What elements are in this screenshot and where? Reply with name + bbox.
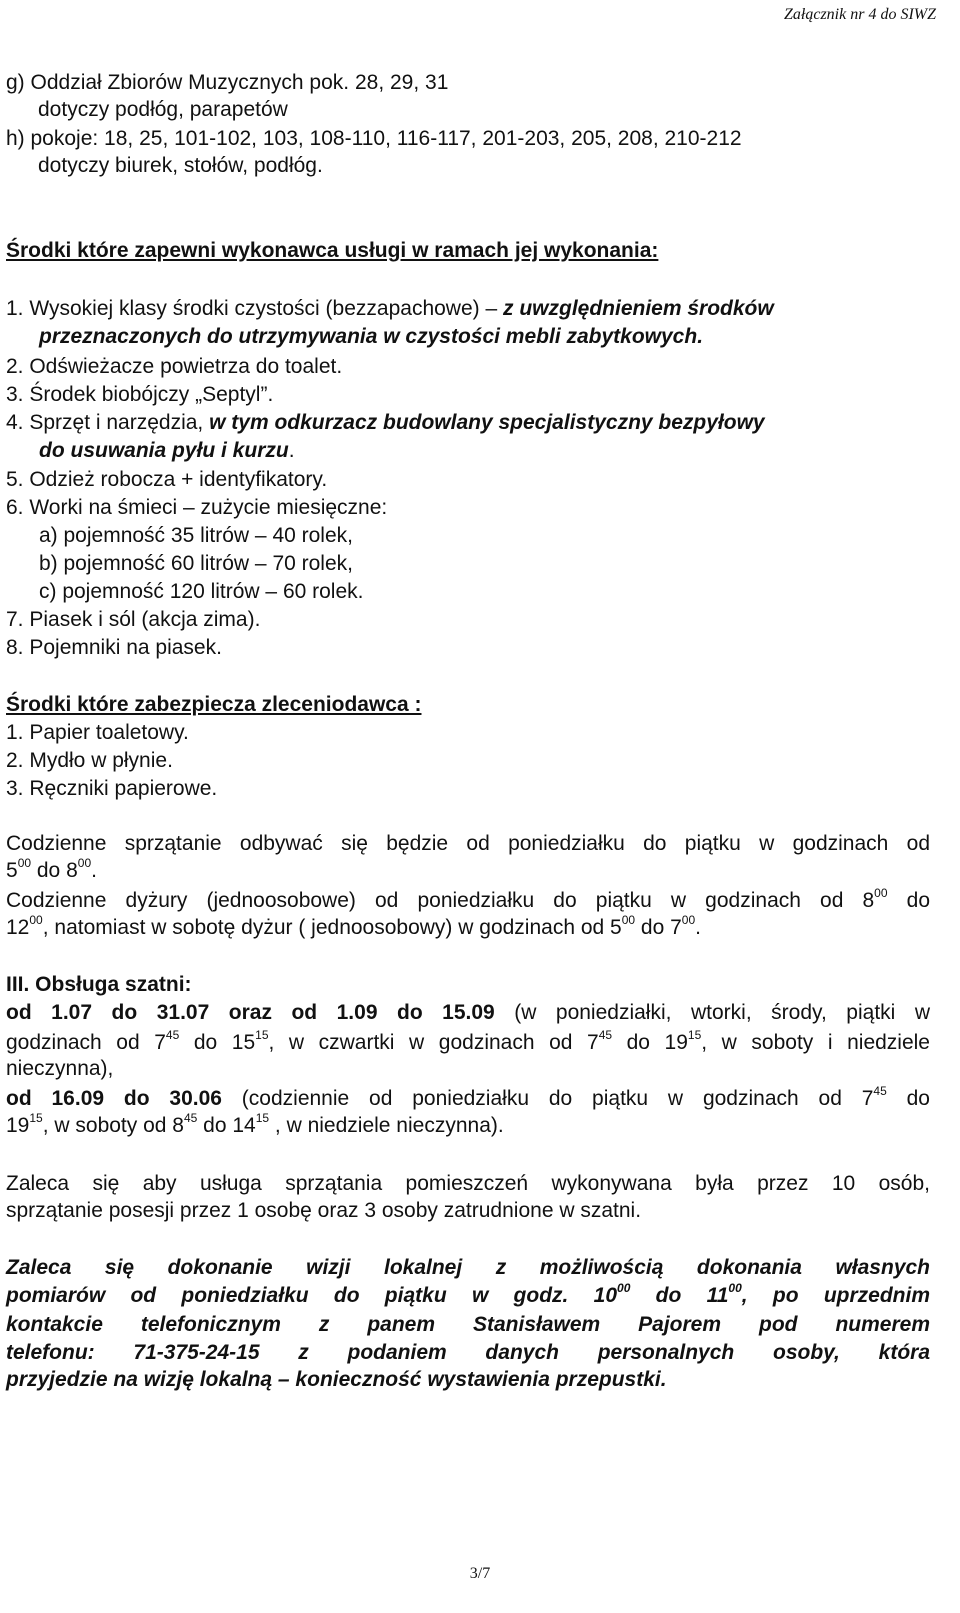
contractor-item-4	[6, 410, 765, 436]
cloakroom-text: , w czwartki w godzinach od 7	[268, 1031, 599, 1054]
time-minutes: 00	[681, 913, 696, 927]
time-minutes: 45	[165, 1028, 180, 1042]
cloakroom-period-1: od 1.07 do 31.07 oraz od 1.09 do 15.09	[6, 1001, 495, 1024]
inspection-line-2	[6, 1282, 930, 1310]
duty-text: do 7	[635, 916, 682, 939]
cloakroom-line-1	[6, 999, 930, 1027]
cloakroom-period-2: od 16.09 do 30.06	[6, 1087, 222, 1110]
contractor-item-1-cont: przeznaczonych do utrzymywania w czystości mebli zabytkowych.	[39, 325, 704, 348]
contractor-item-4-cont	[39, 438, 295, 464]
contractor-item-7: 7. Piasek i sól (akcja zima).	[6, 608, 261, 631]
time-minutes: 45	[598, 1028, 613, 1042]
client-item-1: 1. Papier toaletowy.	[6, 721, 189, 744]
inspection-text: do 11	[630, 1284, 729, 1307]
item-1-text: 1. Wysokiej klasy środki czystości (bezzapachowe) –	[6, 297, 503, 320]
cloakroom-text: (codziennie od poniedziałku do piątku w godzinach od 7	[221, 1087, 874, 1110]
time-text: .	[91, 859, 97, 882]
contractor-item-3: 3. Środek biobójczy „Septyl”.	[6, 383, 274, 406]
section-h-line: h) pokoje: 18, 25, 101-102, 103, 108-110, 116-117, 201-203, 205, 208, 210-212	[6, 127, 742, 150]
cloakroom-line-2	[6, 1029, 930, 1057]
time-minutes: 45	[183, 1111, 198, 1125]
time-minutes: 15	[687, 1028, 702, 1042]
cloakroom-text: do 14	[197, 1114, 256, 1137]
cloakroom-text: do 19	[612, 1031, 688, 1054]
contractor-item-6a: a) pojemność 35 litrów – 40 rolek,	[39, 524, 353, 547]
time-minutes: 00	[874, 886, 888, 900]
inspection-line-4: telefonu: 71-375-24-15 z podaniem danych personalnych osoby, która	[6, 1341, 930, 1364]
inspection-line-3: kontakcie telefonicznym z panem Stanisławem Pajorem pod numerem	[6, 1313, 930, 1336]
contractor-item-6b: b) pojemność 60 litrów – 70 rolek,	[39, 552, 353, 575]
item-4-text: 4. Sprzęt i narzędzia,	[6, 411, 210, 434]
cloakroom-line-5	[6, 1113, 504, 1139]
staffing-line-2: sprzątanie posesji przez 1 osobę oraz 3 osoby zatrudnione w szatni.	[6, 1199, 642, 1222]
time-minutes: 00	[17, 856, 32, 870]
cloakroom-text: , w niedziele nieczynna).	[269, 1114, 504, 1137]
time-minutes: 00	[617, 1281, 631, 1295]
time-minutes: 15	[255, 1111, 270, 1125]
cloakroom-text: , w soboty od 8	[42, 1114, 184, 1137]
inspection-line-5: przyjedzie na wizję lokalną – konieczność wystawienia przepustki.	[6, 1368, 667, 1391]
section-g-desc: dotyczy podłóg, parapetów	[38, 98, 288, 121]
client-heading: Środki które zabezpiecza zleceniodawca :	[6, 693, 422, 716]
item-4-cont-bold: do usuwania pyłu i kurzu	[39, 439, 289, 462]
cloakroom-line-4	[6, 1085, 930, 1113]
duty-line-2	[6, 915, 701, 941]
time-text: do 8	[31, 859, 78, 882]
cloakroom-text: do 15	[179, 1031, 256, 1054]
cloakroom-text: (w poniedziałki, wtorki, środy, piątki w	[494, 1001, 930, 1024]
duty-text: , natomiast w sobotę dyżur ( jednoosobowy) w godzinach od 5	[42, 916, 622, 939]
annex-header: Załącznik nr 4 do SIWZ	[784, 6, 936, 23]
contractor-item-1	[6, 296, 774, 322]
cloakroom-text: do	[886, 1087, 930, 1110]
contractor-item-5: 5. Odzież robocza + identyfikatory.	[6, 468, 328, 491]
staffing-line-1: Zaleca się aby usługa sprzątania pomieszczeń wykonywana była przez 10 osób,	[6, 1172, 930, 1195]
duty-text: Codzienne dyżury (jednoosobowe) od poniedziałku do piątku w godzinach od 8	[6, 889, 875, 912]
item-4-end: .	[288, 439, 295, 462]
section-g-line: g) Oddział Zbiorów Muzycznych pok. 28, 29, 31	[6, 71, 449, 94]
contractor-item-2: 2. Odświeżacze powietrza do toalet.	[6, 355, 343, 378]
item-4-bold: w tym odkurzacz budowlany specjalistyczny bezpyłowy	[209, 411, 765, 434]
contractor-item-6: 6. Worki na śmieci – zużycie miesięczne:	[6, 496, 388, 519]
cloakroom-text: 19	[6, 1114, 30, 1137]
time-minutes: 00	[728, 1281, 742, 1295]
inspection-text: , po uprzednim	[741, 1284, 931, 1307]
time-hour: 5	[6, 859, 18, 882]
time-minutes: 45	[873, 1084, 887, 1098]
contractor-item-6c: c) pojemność 120 litrów – 60 rolek.	[39, 580, 364, 603]
time-minutes: 15	[255, 1028, 269, 1042]
page-number: 3/7	[469, 1565, 491, 1582]
schedule-line-1: Codzienne sprzątanie odbywać się będzie od poniedziałku do piątku w godzinach od	[6, 832, 930, 855]
client-item-3: 3. Ręczniki papierowe.	[6, 777, 218, 800]
duty-line-1	[6, 887, 930, 915]
item-1-bold: z uwzględnieniem środków	[503, 297, 774, 320]
time-minutes: 00	[29, 913, 43, 927]
cloakroom-text: , w soboty i niedziele	[701, 1031, 930, 1054]
inspection-line-1: Zaleca się dokonanie wizji lokalnej z możliwością dokonania własnych	[6, 1256, 930, 1279]
time-minutes: 00	[77, 856, 92, 870]
contractor-item-8: 8. Pojemniki na piasek.	[6, 636, 222, 659]
cloakroom-heading: III. Obsługa szatni:	[6, 973, 192, 996]
cloakroom-text: godzinach od 7	[6, 1031, 166, 1054]
duty-text: do	[887, 889, 930, 912]
time-minutes: 00	[621, 913, 636, 927]
schedule-line-2	[6, 858, 97, 884]
cloakroom-line-3: nieczynna),	[6, 1057, 114, 1080]
section-h-desc: dotyczy biurek, stołów, podłóg.	[38, 154, 323, 177]
time-minutes: 15	[29, 1111, 43, 1125]
inspection-text: pomiarów od poniedziałku do piątku w godz. 10	[6, 1284, 618, 1307]
duty-text: 12	[6, 916, 30, 939]
client-item-2: 2. Mydło w płynie.	[6, 749, 173, 772]
contractor-heading: Środki które zapewni wykonawca usługi w ramach jej wykonania:	[6, 239, 659, 262]
duty-text: .	[695, 916, 701, 939]
